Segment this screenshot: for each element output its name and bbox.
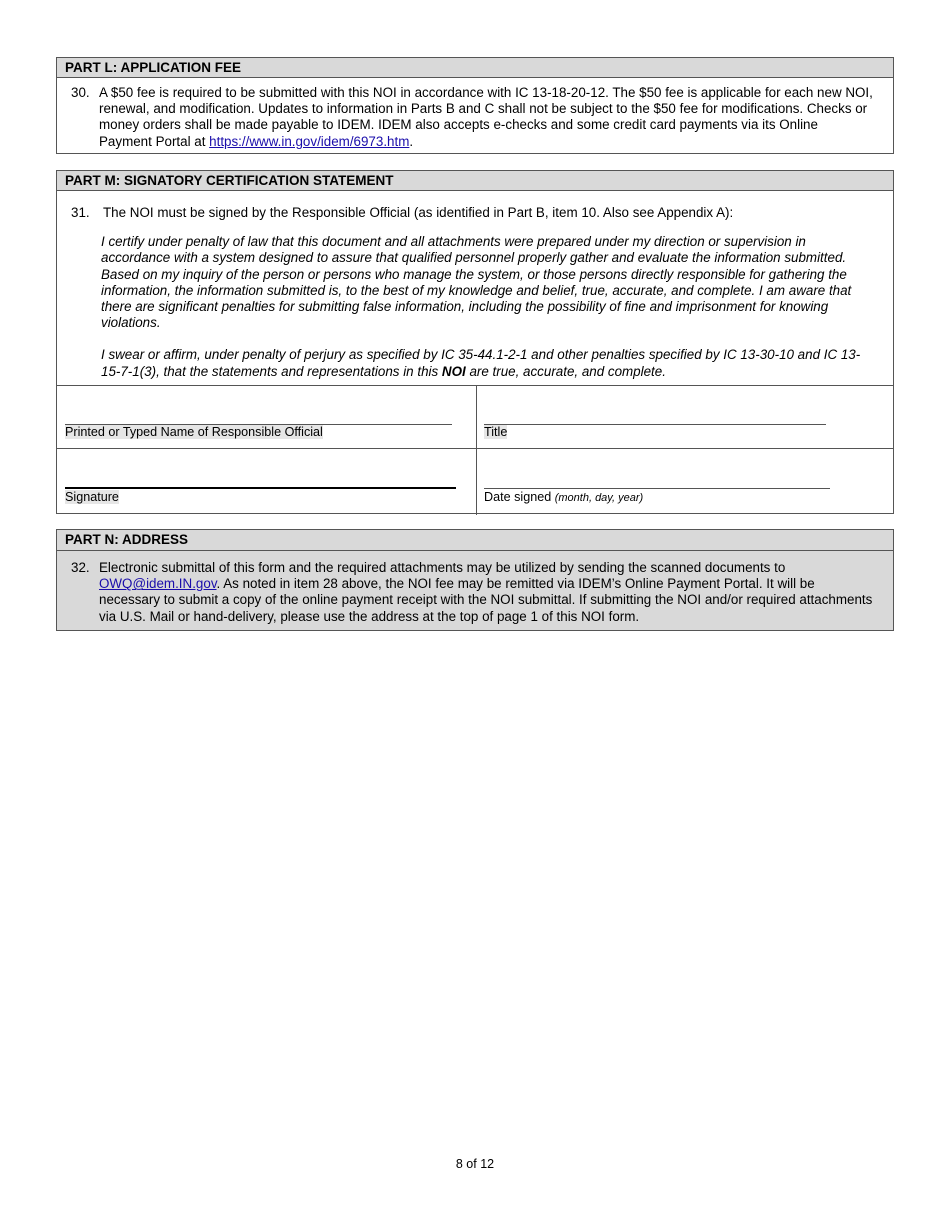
- part-l-title: PART L: APPLICATION FEE: [57, 58, 893, 78]
- item-32-text: Electronic submittal of this form and the required attachments may be utilized by sending the scanned documents to: [99, 560, 786, 575]
- item-31: [57, 205, 893, 221]
- item-30-number: 30.: [71, 85, 90, 100]
- item-32: 32. Electronic submittal of this form and the required attachments may be utilized by sending the scanned documents to OWQ@idem.IN.gov. As noted in item 28 above, the NOI fee may be remitted via IDEM’s Online Payment Portal. It will be necessary to submit a copy of the online payment receipt with the NOI submittal. If submitting the NOI and/or required attachments via U.S. Mail or hand-delivery, please use the address at the top of page 1 of this NOI form.: [71, 560, 873, 624]
- part-n-title: PART N: ADDRESS: [57, 530, 893, 551]
- noi-bold: NOI: [441, 363, 466, 379]
- date-field[interactable]: [476, 449, 893, 515]
- part-m-section: [56, 170, 894, 514]
- signature-row-name: [57, 385, 893, 448]
- signature-label: Signature: [65, 490, 119, 505]
- email-link[interactable]: OWQ@idem.IN.gov: [99, 576, 217, 592]
- item-31-number: 31.: [71, 205, 90, 220]
- title-field[interactable]: [476, 386, 893, 448]
- part-m-title: PART M: SIGNATORY CERTIFICATION STATEMENT: [57, 171, 893, 191]
- name-field[interactable]: [57, 386, 477, 448]
- part-l-section: [56, 57, 894, 154]
- payment-portal-link[interactable]: https://www.in.gov/idem/6973.htm: [209, 133, 410, 149]
- affirmation-paragraph: I swear or affirm, under penalty of perjury as specified by IC 35-44.1-2-1 and other penalties specified by IC 13-30-10 and IC 13-15-7-1(3), that the statements and representations in this NOI are true, accurate, and complete.: [101, 347, 861, 379]
- certification-paragraph: I certify under penalty of law that this document and all attachments were prepared under my direction or supervision in accordance with a system designed to assure that qualified personnel properly gather and evaluate the information submitted. Based on my inquiry of the person or persons who manage the system, or those persons directly responsible for gathering the information, the information submitted is, to the best of my knowledge and belief, true, accurate, and complete. I am aware that there are significant penalties for submitting false information, including the possibility of fine and imprisonment for knowing violations.: [101, 234, 852, 331]
- name-label: Printed or Typed Name of Responsible Official: [65, 425, 323, 440]
- date-label: Date signed (month, day, year): [484, 490, 644, 505]
- item-30-text: A $50 fee is required to be submitted with this NOI in accordance with IC 13-18-20-12. The $50 fee is applicable for each new NOI, renewal, and modification. Updates to information in Parts B and C shall not be subject to the $50 fee for modifications. Checks or money orders shall be made payable to IDEM. IDEM also accepts e-checks and some credit card payments via its Online Payment Portal at: [99, 85, 873, 149]
- page-number: 8 of 12: [455, 1157, 495, 1171]
- item-32-number: 32.: [71, 560, 90, 575]
- signature-row-sign: [57, 448, 893, 515]
- item-30: 30. A $50 fee is required to be submitted with this NOI in accordance with IC 13-18-20-12. The $50 fee is applicable for each new NOI, renewal, and modification. Updates to information in Parts B and C shall not be subject to the $50 fee for modifications. Checks or money orders shall be made payable to IDEM. IDEM also accepts e-checks and some credit card payments via its Online Payment Portal at https://www.in.gov/idem/6973.htm.: [71, 85, 873, 149]
- signature-field[interactable]: [57, 449, 477, 515]
- part-n-section: [56, 529, 894, 631]
- date-hint: (month, day, year): [554, 492, 644, 505]
- item-31-text: The NOI must be signed by the Responsible Official (as identified in Part B, item 10. Also see Appendix A):: [103, 205, 734, 220]
- title-label: Title: [484, 425, 508, 440]
